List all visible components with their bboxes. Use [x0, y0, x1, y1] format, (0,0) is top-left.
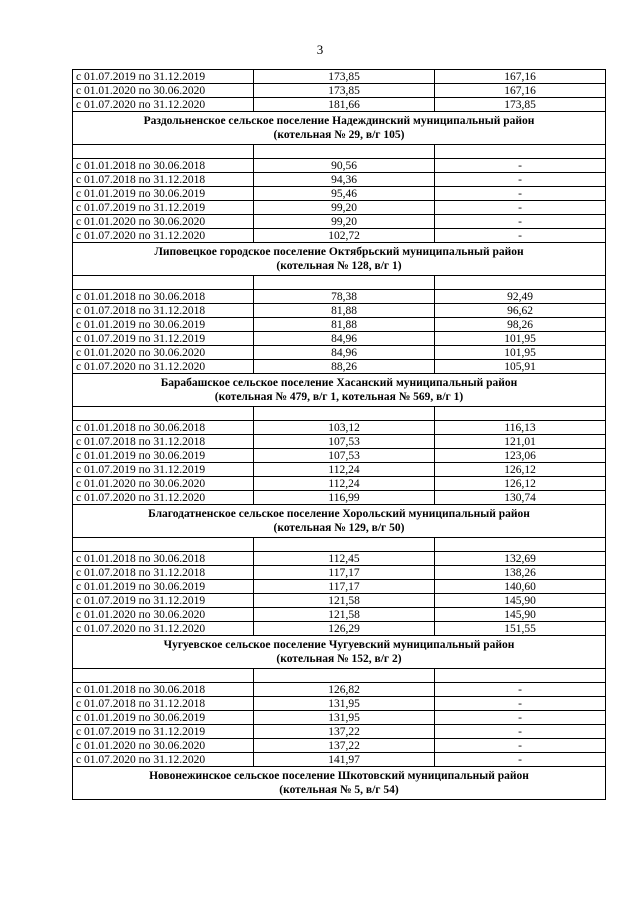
period-cell: с 01.01.2019 по 30.06.2019	[73, 711, 254, 725]
tariff-value-alt-cell: 126,12	[435, 477, 606, 491]
blank-row	[73, 669, 606, 683]
section-title: Раздольненское сельское поселение Надеждинский муниципальный район	[143, 115, 535, 127]
tariff-value-cell: 99,20	[254, 215, 435, 229]
blank-cell	[435, 407, 606, 421]
tariff-value-alt-cell: 105,91	[435, 360, 606, 374]
tariff-value-cell: 173,85	[254, 70, 435, 84]
table-row	[73, 84, 606, 98]
table-row	[73, 491, 606, 505]
tariff-value-alt-cell: 121,01	[435, 435, 606, 449]
period-cell: с 01.01.2020 по 30.06.2020	[73, 608, 254, 622]
tariff-value-cell: 102,72	[254, 229, 435, 243]
tariff-value-cell: 117,17	[254, 566, 435, 580]
period-cell: с 01.07.2018 по 31.12.2018	[73, 435, 254, 449]
blank-cell	[73, 669, 254, 683]
section-heading	[73, 767, 606, 800]
tariff-value-cell: 126,29	[254, 622, 435, 636]
period-cell: с 01.07.2019 по 31.12.2019	[73, 594, 254, 608]
section-heading-row	[73, 374, 606, 407]
tariff-value-alt-cell: 126,12	[435, 463, 606, 477]
blank-row	[73, 407, 606, 421]
tariff-value-alt-cell: 145,90	[435, 594, 606, 608]
period-cell: с 01.07.2020 по 31.12.2020	[73, 98, 254, 112]
tariff-value-cell: 99,20	[254, 201, 435, 215]
tariff-value-cell: 181,66	[254, 98, 435, 112]
period-cell: с 01.07.2019 по 31.12.2019	[73, 70, 254, 84]
tariff-value-cell: 78,38	[254, 290, 435, 304]
section-heading	[73, 112, 606, 145]
tariff-value-cell: 131,95	[254, 697, 435, 711]
blank-cell	[73, 538, 254, 552]
period-cell: с 01.01.2020 по 30.06.2020	[73, 215, 254, 229]
table-row	[73, 332, 606, 346]
table-row	[73, 463, 606, 477]
table-row	[73, 421, 606, 435]
table-row	[73, 683, 606, 697]
tariff-value-cell: 116,99	[254, 491, 435, 505]
blank-cell	[73, 407, 254, 421]
table-row	[73, 304, 606, 318]
table-row	[73, 201, 606, 215]
period-cell: с 01.01.2020 по 30.06.2020	[73, 739, 254, 753]
table-row	[73, 449, 606, 463]
section-title: Липовецкое городское поселение Октябрьский муниципальный район	[154, 246, 524, 258]
tariff-value-cell: 137,22	[254, 725, 435, 739]
period-cell: с 01.07.2018 по 31.12.2018	[73, 697, 254, 711]
tariff-value-cell: 90,56	[254, 159, 435, 173]
period-cell: с 01.07.2020 по 31.12.2020	[73, 622, 254, 636]
tariff-value-cell: 131,95	[254, 711, 435, 725]
table-row	[73, 159, 606, 173]
blank-row	[73, 145, 606, 159]
tariff-value-cell: 112,24	[254, 463, 435, 477]
table-row	[73, 215, 606, 229]
table-row	[73, 318, 606, 332]
tariff-value-cell: 112,45	[254, 552, 435, 566]
blank-cell	[254, 538, 435, 552]
section-subtitle: (котельная № 479, в/г 1, котельная № 569, в/г 1)	[214, 391, 464, 403]
period-cell: с 01.01.2019 по 30.06.2019	[73, 449, 254, 463]
period-cell: с 01.07.2020 по 31.12.2020	[73, 491, 254, 505]
tariff-value-cell: 173,85	[254, 84, 435, 98]
period-cell: с 01.01.2018 по 30.06.2018	[73, 552, 254, 566]
tariff-value-cell: 137,22	[254, 739, 435, 753]
tariff-value-cell: 121,58	[254, 608, 435, 622]
table-row	[73, 290, 606, 304]
section-subtitle: (котельная № 29, в/г 105)	[273, 129, 405, 141]
table-row	[73, 697, 606, 711]
table-row	[73, 594, 606, 608]
tariff-value-cell: 107,53	[254, 435, 435, 449]
blank-cell	[254, 145, 435, 159]
table-row	[73, 580, 606, 594]
section-subtitle: (котельная № 5, в/г 54)	[279, 784, 399, 796]
table-row	[73, 739, 606, 753]
period-cell: с 01.07.2019 по 31.12.2019	[73, 201, 254, 215]
table-row	[73, 552, 606, 566]
tariff-value-alt-cell: 173,85	[435, 98, 606, 112]
tariff-value-alt-cell: -	[435, 215, 606, 229]
tariff-value-alt-cell: 116,13	[435, 421, 606, 435]
tariff-value-cell: 88,26	[254, 360, 435, 374]
period-cell: с 01.01.2019 по 30.06.2019	[73, 580, 254, 594]
tariff-value-alt-cell: -	[435, 173, 606, 187]
page-number: 3	[316, 42, 324, 57]
period-cell: с 01.07.2018 по 31.12.2018	[73, 304, 254, 318]
tariff-value-cell: 107,53	[254, 449, 435, 463]
period-cell: с 01.01.2018 по 30.06.2018	[73, 683, 254, 697]
tariff-value-alt-cell: -	[435, 697, 606, 711]
section-title: Благодатненское сельское поселение Хорольский муниципальный район	[148, 508, 530, 520]
section-subtitle: (котельная № 129, в/г 50)	[273, 522, 405, 534]
tariff-value-alt-cell: -	[435, 187, 606, 201]
table-row	[73, 229, 606, 243]
tariff-value-alt-cell: 101,95	[435, 332, 606, 346]
tariff-value-cell: 112,24	[254, 477, 435, 491]
tariff-value-cell: 95,46	[254, 187, 435, 201]
tariff-value-alt-cell: 132,69	[435, 552, 606, 566]
section-subtitle: (котельная № 152, в/г 2)	[276, 653, 402, 665]
tariff-value-cell: 126,82	[254, 683, 435, 697]
tariff-value-cell: 84,96	[254, 332, 435, 346]
period-cell: с 01.07.2020 по 31.12.2020	[73, 753, 254, 767]
blank-cell	[435, 669, 606, 683]
table-row	[73, 622, 606, 636]
tariff-value-alt-cell: 123,06	[435, 449, 606, 463]
tariff-value-alt-cell: -	[435, 739, 606, 753]
tariff-value-alt-cell: 96,62	[435, 304, 606, 318]
tariff-value-alt-cell: 167,16	[435, 84, 606, 98]
tariff-value-alt-cell: -	[435, 229, 606, 243]
table-row	[73, 608, 606, 622]
table-row	[73, 725, 606, 739]
period-cell: с 01.07.2018 по 31.12.2018	[73, 566, 254, 580]
tariff-value-alt-cell: 130,74	[435, 491, 606, 505]
period-cell: с 01.01.2019 по 30.06.2019	[73, 318, 254, 332]
section-title: Новонежинское сельское поселение Шкотовский муниципальный район	[149, 770, 529, 782]
tariff-value-alt-cell: 151,55	[435, 622, 606, 636]
table-row	[73, 346, 606, 360]
tariff-value-alt-cell: 101,95	[435, 346, 606, 360]
period-cell: с 01.01.2020 по 30.06.2020	[73, 346, 254, 360]
section-heading	[73, 374, 606, 407]
period-cell: с 01.01.2020 по 30.06.2020	[73, 477, 254, 491]
table-row	[73, 477, 606, 491]
section-heading-row	[73, 243, 606, 276]
period-cell: с 01.01.2018 по 30.06.2018	[73, 159, 254, 173]
tariff-value-cell: 81,88	[254, 304, 435, 318]
period-cell: с 01.01.2018 по 30.06.2018	[73, 421, 254, 435]
tariff-value-alt-cell: -	[435, 201, 606, 215]
section-heading-row	[73, 112, 606, 145]
table-row	[73, 711, 606, 725]
tariff-value-cell: 81,88	[254, 318, 435, 332]
table-row	[73, 70, 606, 84]
blank-cell	[435, 276, 606, 290]
table-row	[73, 173, 606, 187]
period-cell: с 01.07.2020 по 31.12.2020	[73, 360, 254, 374]
section-heading-row	[73, 636, 606, 669]
tariff-value-alt-cell: 140,60	[435, 580, 606, 594]
section-heading-row	[73, 767, 606, 800]
table-row	[73, 753, 606, 767]
blank-row	[73, 276, 606, 290]
blank-cell	[254, 276, 435, 290]
tariff-value-alt-cell: -	[435, 725, 606, 739]
section-heading	[73, 243, 606, 276]
blank-cell	[73, 276, 254, 290]
blank-cell	[254, 669, 435, 683]
tariff-value-cell: 84,96	[254, 346, 435, 360]
blank-cell	[435, 145, 606, 159]
tariff-value-alt-cell: 92,49	[435, 290, 606, 304]
tariff-value-alt-cell: -	[435, 683, 606, 697]
section-title: Барабашское сельское поселение Хасанский муниципальный район	[160, 377, 518, 389]
blank-row	[73, 538, 606, 552]
tariff-value-cell: 94,36	[254, 173, 435, 187]
blank-cell	[435, 538, 606, 552]
tariff-value-alt-cell: 167,16	[435, 70, 606, 84]
table-row	[73, 566, 606, 580]
period-cell: с 01.01.2018 по 30.06.2018	[73, 290, 254, 304]
section-heading-row	[73, 505, 606, 538]
tariff-value-cell: 103,12	[254, 421, 435, 435]
section-heading	[73, 636, 606, 669]
blank-cell	[254, 407, 435, 421]
table-row	[73, 187, 606, 201]
section-title: Чугуевское сельское поселение Чугуевский муниципальный район	[163, 639, 515, 651]
tariff-value-alt-cell: 98,26	[435, 318, 606, 332]
section-heading	[73, 505, 606, 538]
table-row	[73, 435, 606, 449]
tariff-table	[72, 69, 606, 800]
section-subtitle: (котельная № 128, в/г 1)	[276, 260, 402, 272]
tariff-value-alt-cell: 138,26	[435, 566, 606, 580]
period-cell: с 01.01.2019 по 30.06.2019	[73, 187, 254, 201]
period-cell: с 01.07.2019 по 31.12.2019	[73, 725, 254, 739]
period-cell: с 01.07.2019 по 31.12.2019	[73, 463, 254, 477]
period-cell: с 01.01.2020 по 30.06.2020	[73, 84, 254, 98]
tariff-value-alt-cell: -	[435, 753, 606, 767]
period-cell: с 01.07.2019 по 31.12.2019	[73, 332, 254, 346]
tariff-value-alt-cell: -	[435, 159, 606, 173]
period-cell: с 01.07.2020 по 31.12.2020	[73, 229, 254, 243]
tariff-value-cell: 117,17	[254, 580, 435, 594]
tariff-table-body	[73, 70, 606, 800]
tariff-value-cell: 141,97	[254, 753, 435, 767]
tariff-value-alt-cell: -	[435, 711, 606, 725]
table-row	[73, 360, 606, 374]
tariff-value-alt-cell: 145,90	[435, 608, 606, 622]
table-row	[73, 98, 606, 112]
tariff-value-cell: 121,58	[254, 594, 435, 608]
period-cell: с 01.07.2018 по 31.12.2018	[73, 173, 254, 187]
blank-cell	[73, 145, 254, 159]
